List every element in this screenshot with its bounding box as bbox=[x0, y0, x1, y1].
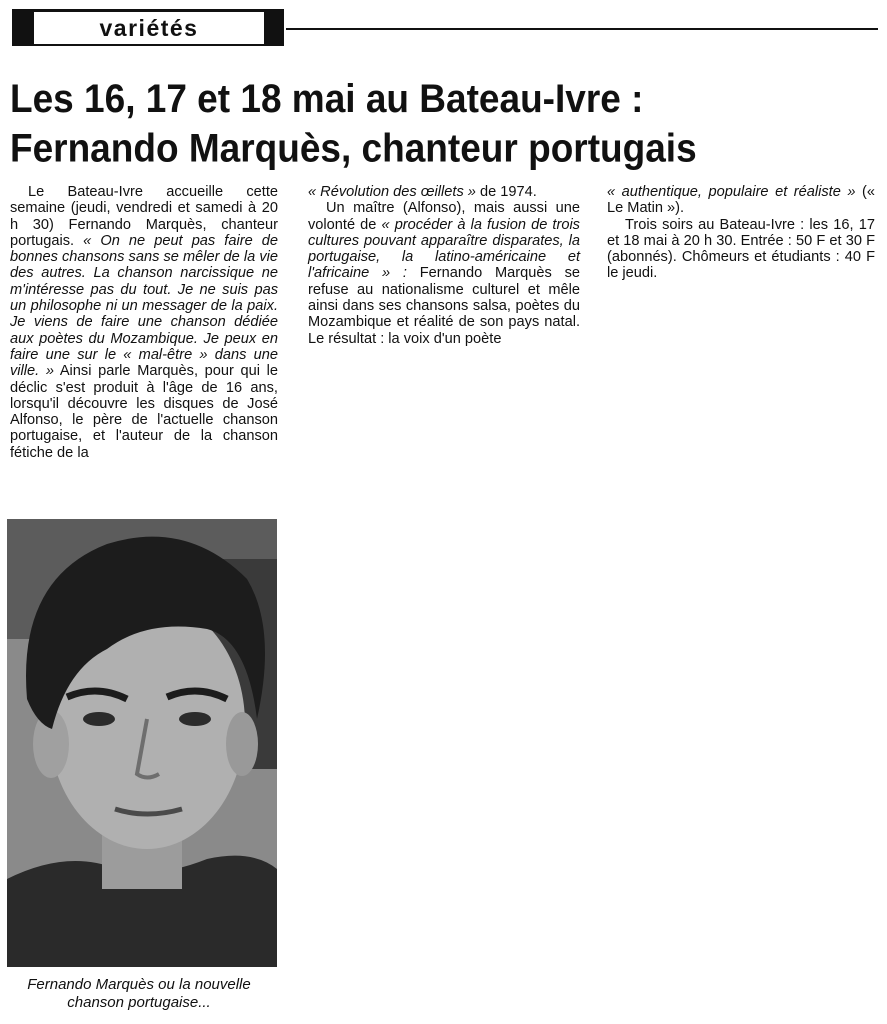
article-column-2 bbox=[308, 184, 580, 347]
headline bbox=[10, 74, 880, 173]
paragraph-2 bbox=[308, 200, 580, 347]
paragraph-2-middle: Fernando Marquès se refuse au nationalisme culturel et mêle ainsi dans ses chansons salsa, poètes du Mozambique et réalité de son pays natal. Le résultat : la voix d'un poète bbox=[308, 265, 580, 347]
paragraph-2-end bbox=[607, 184, 875, 217]
paragraph-2-start: Un maître (Alfonso), mais aussi une volonté de bbox=[308, 200, 580, 233]
rubric-label: variétés bbox=[34, 12, 264, 44]
critic-source: (« Le Matin »). bbox=[607, 184, 875, 217]
portrait-image bbox=[7, 519, 277, 967]
headline-line-1: Les 16, 17 et 18 mai au Bateau-Ivre : bbox=[10, 76, 644, 121]
portrait-photo bbox=[7, 519, 277, 967]
critic-quote: « authentique, populaire et réaliste » bbox=[607, 184, 856, 200]
song-year: de 1974. bbox=[479, 184, 537, 200]
paragraph-1-continued: Ainsi parle Marquès, pour qui le déclic s'est produit à l'âge de 16 ans, lorsqu'il découvre les disques de José Alfonso, le père de l'actuelle chanson portugaise, et l'auteur de la chanson fétiche de la bbox=[10, 363, 279, 461]
article-column-3 bbox=[607, 184, 875, 282]
paragraph-1 bbox=[10, 184, 278, 461]
song-title: « Révolution des œillets » bbox=[308, 184, 476, 200]
photo-caption: Fernando Marquès ou la nouvelle chanson portugaise... bbox=[27, 976, 251, 1011]
singer-quote: « On ne peut pas faire de bonnes chansons sans se mêler de la vie des autres. La chanson narcissique ne m'intéresse pas du tout. Je ne suis pas un philosophe ni un messager de la paix. Je viens de faire une chanson dédiée aux poètes du Mozambique. Je peux en faire une sur le « mal-être » dans une ville. » bbox=[10, 232, 278, 380]
paragraph-3: Trois soirs au Bateau-Ivre : les 16, 17 et 18 mai à 20 h 30. Entrée : 50 F et 30 F (abonnés). Chômeurs et étudiants : 40 F le jeudi. bbox=[607, 216, 875, 282]
intro-text: Le Bateau-Ivre accueille cette semaine (jeudi, vendredi et samedi à 20 h 30) Fernando Marquès, chanteur portugais. bbox=[10, 184, 278, 249]
headline-line-2: Fernando Marquès, chanteur portugais bbox=[10, 125, 697, 171]
rubric-rule bbox=[286, 28, 878, 30]
paragraph-1-end bbox=[308, 184, 580, 200]
fusion-quote: « procéder à la fusion de trois cultures pouvant apparaître disparates, la portugaise, la latino-américaine et l'africaine » : bbox=[308, 216, 580, 282]
article-column-1 bbox=[10, 184, 278, 461]
